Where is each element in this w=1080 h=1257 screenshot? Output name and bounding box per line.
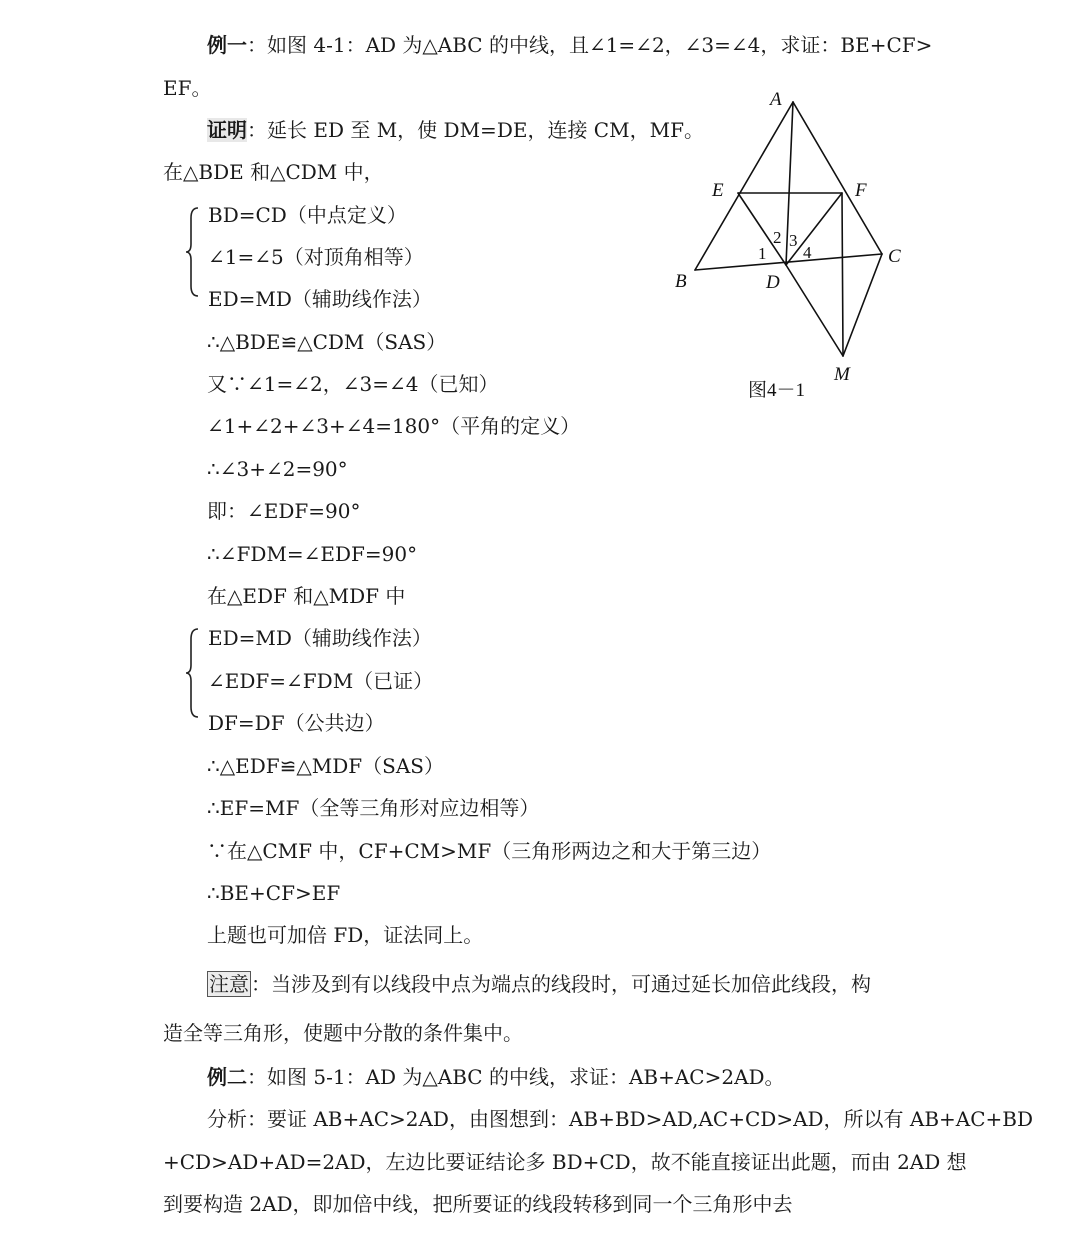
proof-intro-text: ：延长 ED 至 M，使 DM=DE，连接 CM，MF。 — [247, 118, 704, 142]
example2-text: ：如图 5-1：AD 为△ABC 的中线，求证：AB+AC>2AD。 — [247, 1065, 785, 1089]
proof-step: ∴BE+CF>EF — [207, 881, 341, 905]
angle-label-1: 1 — [758, 244, 767, 263]
geometry-figure — [660, 82, 920, 412]
proof-step: ∴△EDF≌△MDF（SAS） — [207, 754, 444, 778]
system1-line: ∠1=∠5（对顶角相等） — [208, 245, 424, 269]
segment-AC — [793, 102, 882, 254]
proof-step: 在△EDF 和△MDF 中 — [207, 584, 406, 608]
proof-step: ∠1+∠2+∠3+∠4=180°（平角的定义） — [207, 414, 581, 438]
point-label-A: A — [770, 89, 782, 110]
example1-line1 — [207, 32, 932, 58]
proof-label: 证明 — [207, 118, 247, 142]
example2-line1 — [207, 1064, 785, 1090]
angle-label-2: 2 — [773, 228, 782, 247]
proof-step: ∴△BDE≌△CDM（SAS） — [207, 330, 447, 354]
point-label-C: C — [888, 246, 901, 267]
system1-line: ED=MD（辅助线作法） — [208, 287, 432, 311]
segment-FD — [786, 193, 842, 265]
note-label: 注意 — [209, 972, 249, 996]
proof-intro — [207, 117, 704, 143]
proof-step: 即：∠EDF=90° — [207, 499, 361, 523]
angle-label-4: 4 — [803, 243, 812, 262]
example1-heading: 例一 — [207, 33, 247, 57]
point-label-B: B — [675, 271, 687, 292]
system2-line: ∠EDF=∠FDM（已证） — [208, 669, 434, 693]
angle-label-3: 3 — [789, 231, 798, 250]
point-label-D: D — [766, 272, 780, 293]
left-brace-1 — [184, 206, 204, 298]
segment-FM — [842, 193, 843, 356]
point-label-F: F — [855, 180, 867, 201]
proof-step: 又∵∠1=∠2，∠3=∠4（已知） — [207, 372, 499, 396]
proof-step: ∵在△CMF 中，CF+CM>MF（三角形两边之和大于第三边） — [207, 839, 772, 863]
proof-step: ∴∠FDM=∠EDF=90° — [207, 542, 418, 566]
system2-line: ED=MD（辅助线作法） — [208, 626, 432, 650]
point-label-M: M — [834, 364, 850, 385]
segment-CM — [843, 254, 882, 356]
system1-line: BD=CD（中点定义） — [208, 203, 407, 227]
note-line2: 造全等三角形，使题中分散的条件集中。 — [163, 1021, 523, 1045]
point-label-E: E — [712, 180, 724, 201]
proof-step: ∴∠3+∠2=90° — [207, 457, 348, 481]
analysis-line: +CD>AD+AD=2AD，左边比要证结论多 BD+CD，故不能直接证出此题，而由 2AD 想 — [163, 1150, 967, 1174]
proof-step: 上题也可加倍 FD，证法同上。 — [207, 923, 484, 947]
note-text: ：当涉及到有以线段中点为端点的线段时，可通过延长加倍此线段，构 — [251, 972, 871, 996]
note-line1 — [207, 971, 871, 997]
analysis-line: 分析：要证 AB+AC>2AD，由图想到：AB+BD>AD,AC+CD>AD，所以有 AB+AC+BD — [207, 1107, 1034, 1131]
figure-caption: 图4－1 — [748, 380, 806, 401]
proof-triangles-1: 在△BDE 和△CDM 中， — [163, 160, 384, 184]
proof-step: ∴EF=MF（全等三角形对应边相等） — [207, 796, 540, 820]
segment-DM — [786, 265, 843, 356]
example2-heading: 例二 — [207, 1065, 247, 1089]
example1-text: ：如图 4-1：AD 为△ABC 的中线，且∠1=∠2，∠3=∠4，求证：BE+CF> — [247, 33, 933, 57]
example1-line2: EF。 — [163, 76, 212, 100]
left-brace-2 — [184, 627, 204, 719]
system2-line: DF=DF（公共边） — [208, 711, 385, 735]
analysis-line: 到要构造 2AD，即加倍中线，把所要证的线段转移到同一个三角形中去 — [163, 1192, 793, 1216]
